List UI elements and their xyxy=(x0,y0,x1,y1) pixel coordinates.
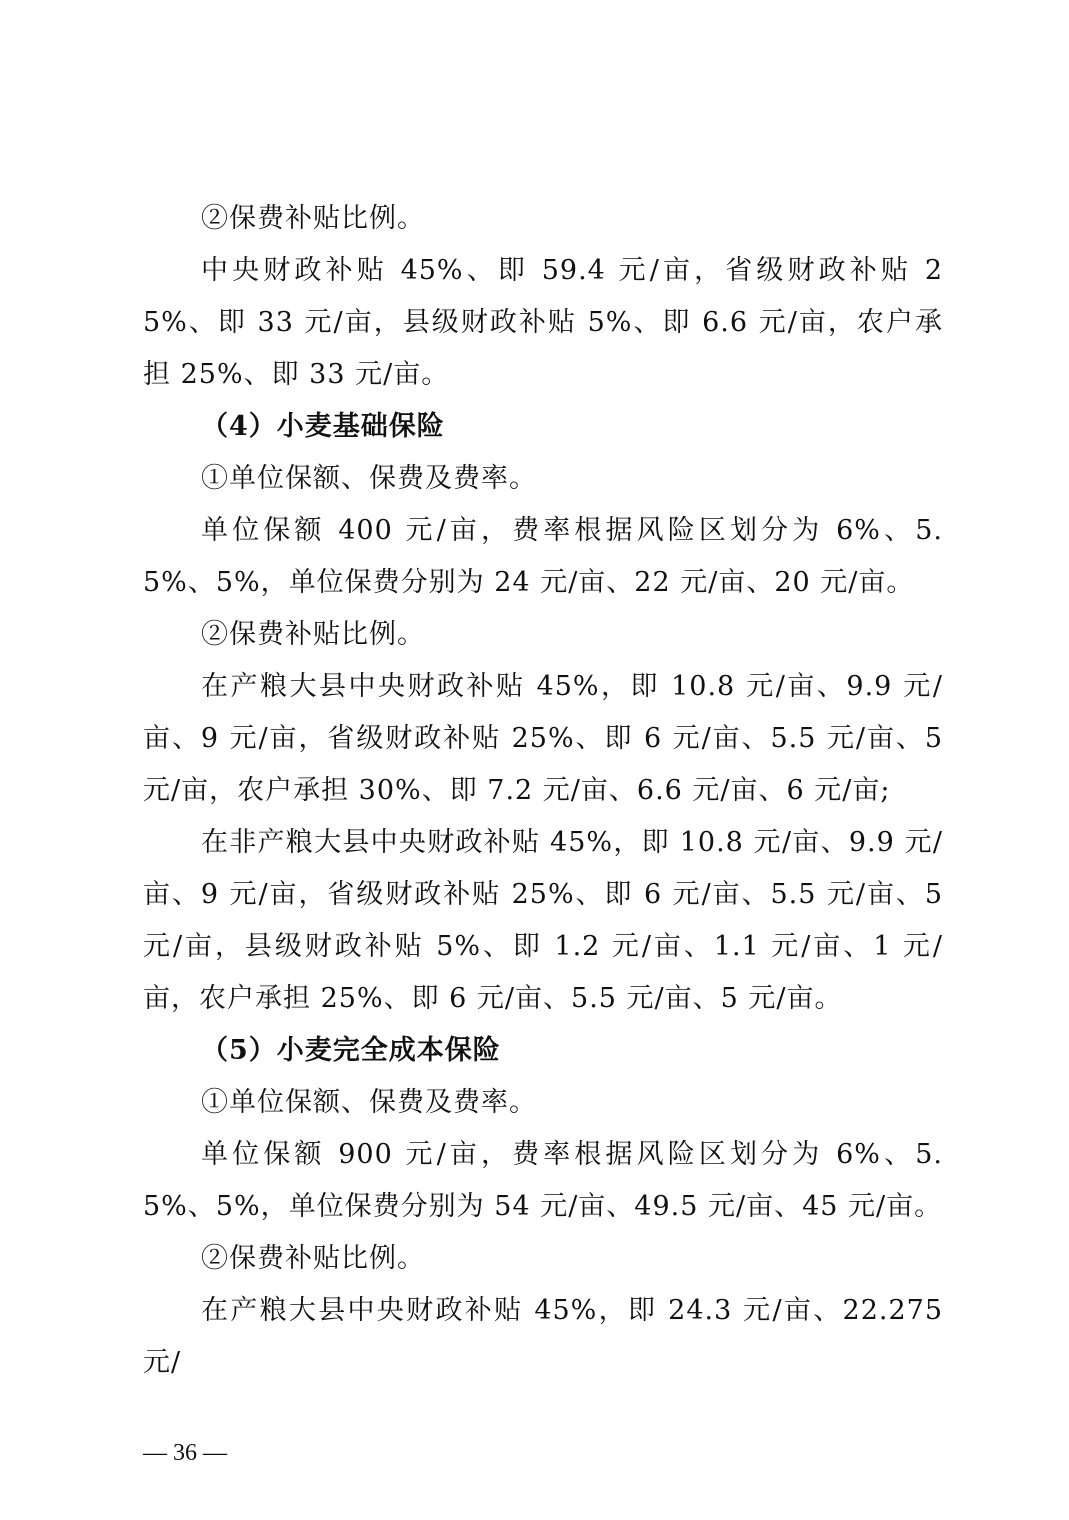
heading-wheat-full-cost-insurance: （5）小麦完全成本保险 xyxy=(201,1035,501,1066)
paragraph-grain-county-subsidy-2: 在产粮大县中央财政补贴 45%，即 24.3 元/亩、22.275 元/ xyxy=(143,1295,943,1378)
paragraph-coverage-title-2: ①单位保额、保费及费率。 xyxy=(201,1087,537,1118)
paragraph-subsidy-details-1: 中央财政补贴 45%、即 59.4 元/亩，省级财政补贴 25%、即 33 元/亩，县级财政补贴 5%、即 6.6 元/亩，农户承担 25%、即 33 元/亩。 xyxy=(143,255,943,390)
heading-wheat-basic-insurance: （4）小麦基础保险 xyxy=(201,411,445,442)
paragraph-subsidy-ratio-2: ②保费补贴比例。 xyxy=(201,619,425,650)
paragraph-coverage-title-1: ①单位保额、保费及费率。 xyxy=(201,463,537,494)
page-number: — 36 — xyxy=(143,1440,227,1466)
paragraph-non-grain-county-subsidy: 在非产粮大县中央财政补贴 45%，即 10.8 元/亩、9.9 元/亩、9 元/亩，省级财政补贴 25%、即 6 元/亩、5.5 元/亩、5 元/亩，县级财政补贴 5%、即 1.2 元/亩、1.1 元/亩、1 元/亩，农户承担 25%、即 6 元/亩、5.5 元/亩、5 元/亩。 xyxy=(143,827,943,1014)
paragraph-subsidy-ratio-3: ②保费补贴比例。 xyxy=(201,1243,425,1274)
paragraph-grain-county-subsidy-1: 在产粮大县中央财政补贴 45%，即 10.8 元/亩、9.9 元/亩、9 元/亩，省级财政补贴 25%、即 6 元/亩、5.5 元/亩、5 元/亩，农户承担 30%、即 7.2 元/亩、6.6 元/亩、6 元/亩; xyxy=(143,671,943,806)
document-body xyxy=(143,193,943,1389)
paragraph-coverage-details-1: 单位保额 400 元/亩，费率根据风险区划分为 6%、5.5%、5%，单位保费分别为 24 元/亩、22 元/亩、20 元/亩。 xyxy=(143,515,943,598)
paragraph-subsidy-ratio-1: ②保费补贴比例。 xyxy=(201,203,425,234)
paragraph-coverage-details-2: 单位保额 900 元/亩，费率根据风险区划分为 6%、5.5%、5%，单位保费分别为 54 元/亩、49.5 元/亩、45 元/亩。 xyxy=(143,1139,943,1222)
